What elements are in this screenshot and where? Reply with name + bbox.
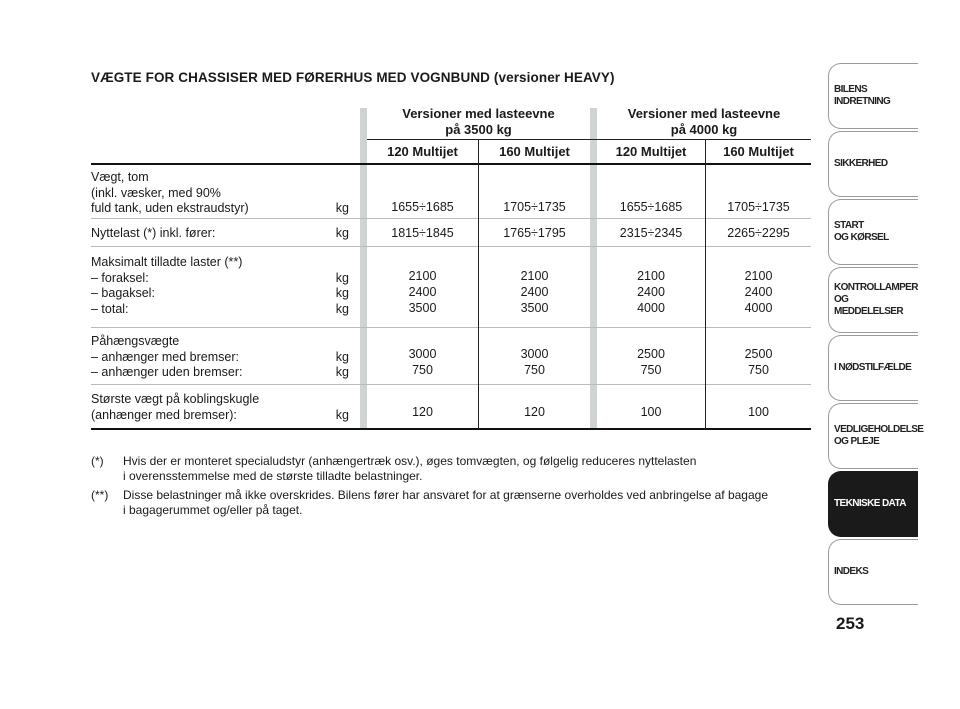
header-top-rule [367, 139, 811, 140]
row-label-line: – total: [91, 301, 129, 316]
cell-value: 2265÷2295 [727, 226, 790, 240]
row-label-coupling [91, 392, 349, 423]
header-bottom-rule [91, 163, 811, 165]
unit-label: kg [335, 201, 349, 215]
row-label-empty-weight [91, 170, 349, 217]
footnote-mark: (**) [91, 488, 109, 502]
group-separator-2 [590, 108, 597, 429]
cell-value: 2100 [637, 269, 665, 283]
cell-value: 2400 [744, 285, 773, 299]
cell-value: 1705÷1735 [503, 200, 566, 214]
cell-value: 100 [748, 405, 769, 419]
unit-label: kg [335, 407, 349, 422]
row-label-line: – foraksel: [91, 270, 149, 285]
column-header: 160 Multijet [499, 144, 570, 159]
group-header-4000 [597, 106, 811, 138]
footnote-line: i overensstemmelse med de største tilladte belastninger. [123, 468, 423, 483]
cell-value: 1815÷1845 [391, 226, 454, 240]
cell-value: 3000 [520, 347, 549, 361]
row-label-line: (inkl. væsker, med 90% [91, 185, 221, 200]
footnote-line: Disse belastninger må ikke overskrides. Bilens fører har ansvaret for at grænserne overholdes ved anbringelse af bagage [123, 488, 768, 502]
cell-value: 1765÷1795 [503, 226, 566, 240]
cell-value-group [706, 268, 811, 316]
tab-sikkerhed[interactable]: SIKKERHED [828, 131, 918, 197]
cell-value: 2500 [744, 347, 773, 361]
tab-vedligeholdelse[interactable]: VEDLIGEHOLDELSE OG PLEJE [828, 403, 918, 469]
column-header: 160 Multijet [723, 144, 794, 159]
cell-value: 2500 [637, 347, 665, 361]
tab-tekniske-data[interactable]: TEKNISKE DATA [828, 471, 918, 537]
row-label-line: – bagaksel: [91, 286, 155, 300]
group-header-3500 [367, 106, 590, 138]
cell-value: 2315÷2345 [619, 226, 683, 240]
cell-value: 3500 [408, 301, 437, 315]
row-label-max-loads [91, 255, 349, 317]
cell-value: 120 [524, 405, 545, 419]
unit-label: kg [335, 349, 349, 364]
tab-kontrollamper[interactable]: KONTROLLAMPER OG MEDDELELSER [828, 267, 918, 333]
footnote-line: Hvis der er monteret specialudstyr (anhængertræk osv.), øges tomvægten, og følgelig reduceres nyttelasten [123, 454, 697, 468]
cell-value: 2400 [637, 285, 665, 299]
cell-value: 2100 [520, 269, 549, 283]
row-divider [91, 384, 811, 385]
cell-value: 2400 [408, 285, 437, 299]
row-label-line: Nyttelast (*) inkl. fører: [91, 226, 216, 240]
page-title: VÆGTE FOR CHASSISER MED FØRERHUS MED VOGNBUND (versioner HEAVY) [91, 70, 615, 85]
row-divider [91, 218, 811, 219]
row-divider [91, 246, 811, 247]
cell-value-group [367, 268, 478, 316]
cell-value-group [597, 346, 705, 378]
column-header: 120 Multijet [387, 144, 458, 159]
tab-bilens-indretning[interactable]: BILENS INDRETNING [828, 63, 918, 129]
cell-value: 100 [640, 405, 662, 419]
unit-label: kg [335, 365, 349, 379]
cell-value: 2100 [408, 269, 437, 283]
group-separator-1 [360, 108, 367, 429]
cell-value-group [706, 346, 811, 378]
footnote [91, 488, 811, 517]
row-label-line: (anhænger med bremser): [91, 407, 237, 422]
row-label-line: – anhænger uden bremser: [91, 365, 243, 379]
tab-i-nodstilfaelde[interactable]: I NØDSTILFÆLDE [828, 335, 918, 401]
footnote [91, 454, 811, 483]
row-label-line: Maksimalt tilladte laster (**) [91, 255, 243, 269]
cell-value: 120 [412, 405, 433, 419]
cell-value-group [479, 346, 590, 378]
footnote-mark: (*) [91, 454, 104, 468]
row-label-line: – anhænger med bremser: [91, 349, 239, 364]
tab-start-og-korsel[interactable]: START OG KØRSEL [828, 199, 918, 265]
cell-value-group [367, 346, 478, 378]
row-label-line: fuld tank, uden ekstraudstyr) [91, 201, 249, 215]
cell-value: 750 [524, 363, 545, 377]
unit-label: kg [335, 226, 349, 240]
cell-value: 4000 [744, 301, 773, 315]
row-divider [91, 327, 811, 328]
unit-label: kg [335, 301, 349, 316]
row-label-line: Største vægt på koblingskugle [91, 392, 260, 406]
cell-value-group [597, 268, 705, 316]
cell-value: 1705÷1735 [727, 200, 790, 214]
tab-indeks[interactable]: INDEKS [828, 539, 918, 605]
cell-value: 750 [640, 363, 662, 377]
unit-label: kg [335, 270, 349, 285]
column-header: 120 Multijet [615, 144, 687, 159]
footnote-line: i bagagerummet og/eller på taget. [123, 502, 303, 517]
cell-value: 2100 [744, 269, 773, 283]
page-number: 253 [836, 614, 865, 633]
group-header-line: på 3500 kg [445, 122, 512, 137]
group-header-line: på 4000 kg [670, 122, 738, 137]
cell-value: 1655÷1685 [619, 200, 683, 214]
row-label-payload [91, 226, 349, 242]
cell-value: 4000 [637, 301, 665, 315]
cell-value: 750 [412, 363, 433, 377]
row-label-line: Vægt, tom [91, 170, 149, 184]
cell-value: 3500 [520, 301, 549, 315]
row-label-trailer [91, 334, 349, 381]
cell-value: 750 [748, 363, 769, 377]
cell-value: 3000 [408, 347, 437, 361]
cell-value: 2400 [520, 285, 549, 299]
table-bottom-rule [91, 428, 811, 430]
group-header-line: Versioner med lasteevne [402, 106, 555, 121]
cell-value: 1655÷1685 [391, 200, 454, 214]
cell-value-group [479, 268, 590, 316]
unit-label: kg [335, 286, 349, 300]
group-header-line: Versioner med lasteevne [627, 106, 781, 121]
row-label-line: Påhængsvægte [91, 334, 180, 348]
